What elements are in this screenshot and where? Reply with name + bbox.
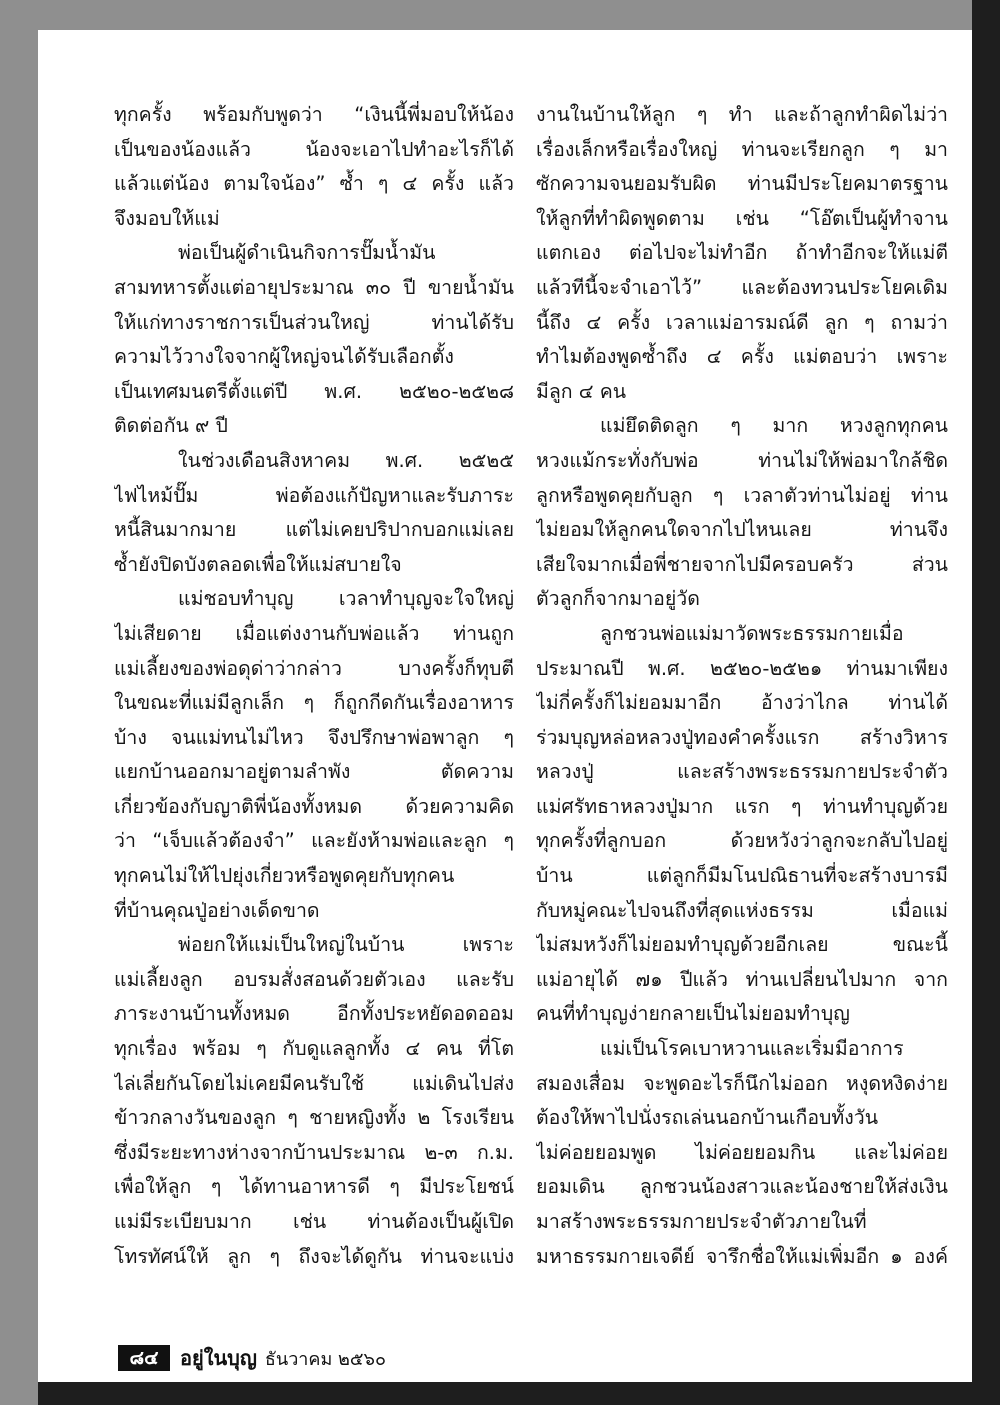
text-line: ไม่เสียดาย เมื่อแต่งงานกับพ่อแล้ว ท่านถูก [114,621,514,645]
text-line: ซักความจนยอมรับผิด ท่านมีประโยคมาตรฐาน [536,172,948,196]
text-line: สามทหารตั้งแต่อายุประมาณ ๓๐ ปี ขายน้ำมัน [114,275,514,299]
text-line: งานในบ้านให้ลูก ๆ ทำ และถ้าลูกทำผิดไม่ว่า [536,103,948,126]
text-line: หนี้สินมากมาย แต่ไม่เคยปริปากบอกแม่เลย [114,518,514,542]
text-line: เพื่อให้ลูก ๆ ได้ทานอาหารดี ๆ มีประโยชน์ [114,1175,514,1199]
text-line: ความไว้วางใจจากผู้ใหญ่จนได้รับเลือกตั้ง [114,345,454,369]
text-line: ลูกหรือพูดคุยกับลูก ๆ เวลาตัวท่านไม่อยู่ ท่าน [536,483,948,507]
magazine-page [38,30,972,1382]
text-line: สมองเสื่อม จะพูดอะไรก็นึกไม่ออก หงุดหงิดง่าย [536,1071,948,1095]
text-line: ซึ่งมีระยะทางห่างจากบ้านประมาณ ๒-๓ ก.ม. [114,1140,514,1164]
text-line: ลูกชวนพ่อแม่มาวัดพระธรรมกายเมื่อ [600,621,904,645]
text-line: ให้ลูกที่ทำผิดพูดตาม เช่น “โอ๊ตเป็นผู้ทำจาน [536,206,948,230]
text-line: บ้าง จนแม่ทนไม่ไหว จึงปรึกษาพ่อพาลูก ๆ [114,725,514,749]
text-line: เสียใจมากเมื่อพี่ชายจากไปมีครอบครัว ส่วน [536,552,948,576]
text-line: แตกเอง ต่อไปจะไม่ทำอีก ถ้าทำอีกจะให้แม่ตี [536,241,948,265]
text-line: เป็นของน้องแล้ว น้องจะเอาไปทำอะไรก็ได้ [114,137,514,161]
text-line: ทุกคนไม่ให้ไปยุ่งเกี่ยวหรือพูดคุยกับทุกคน [114,864,455,888]
text-line: พ่อเป็นผู้ดำเนินกิจการปั๊มน้ำมัน [178,241,436,265]
text-line: แม่อายุได้ ๗๑ ปีแล้ว ท่านเปลี่ยนไปมาก จาก [536,967,948,991]
text-line: ยอมเดิน ลูกชวนน้องสาวและน้องชายให้ส่งเงิน [536,1175,948,1199]
text-line: กับหมู่คณะไปจนถึงที่สุดแห่งธรรม เมื่อแม่ [536,898,948,922]
text-line: ตัวลูกก็จากมาอยู่วัด [536,587,700,611]
text-line: ที่บ้านคุณปู่อย่างเด็ดขาด [114,898,320,922]
text-line: ประมาณปี พ.ศ. ๒๕๒๐-๒๕๒๑ ท่านมาเพียง [536,656,948,680]
text-line: แล้วแต่น้อง ตามใจน้อง” ซ้ำ ๆ ๔ ครั้ง แล้ว [114,172,514,196]
text-line: บ้าน แต่ลูกก็มีมโนปณิธานที่จะสร้างบารมี [536,864,948,888]
right-text-column [536,98,948,1274]
text-line: เป็นเทศมนตรีตั้งแต่ปี พ.ศ. ๒๕๒๐-๒๕๒๘ [114,379,514,403]
text-line: ไฟไหม้ปั๊ม พ่อต้องแก้ปัญหาและรับภาระ [114,483,514,507]
text-line: ซ้ำยังปิดบังตลอดเพื่อให้แม่สบายใจ [114,552,402,576]
text-line: ทำไมต้องพูดซ้ำถึง ๔ ครั้ง แม่ตอบว่า เพราะ [536,345,948,369]
text-line: ไม่สมหวังก็ไม่ยอมทำบุญด้วยอีกเลย ขณะนี้ [536,933,948,957]
text-line: ไม่ค่อยยอมพูด ไม่ค่อยยอมกิน และไม่ค่อย [536,1140,948,1164]
text-line: แม่ยึดติดลูก ๆ มาก หวงลูกทุกคน [600,414,948,438]
text-line: แล้วทีนี้จะจำเอาไว้” และต้องทวนประโยคเดิม [536,275,948,299]
text-line: แม่เป็นโรคเบาหวานและเริ่มมีอาการ [600,1037,904,1061]
page-number: ๘๔ [118,1345,170,1371]
text-line: แม่ชอบทำบุญ เวลาทำบุญจะใจใหญ่ [178,587,514,611]
text-line: คนที่ทำบุญง่ายกลายเป็นไม่ยอมทำบุญ [536,1002,850,1026]
text-line: ไม่กี่ครั้งก็ไม่ยอมมาอีก อ้างว่าไกล ท่านได้ [536,691,948,715]
text-line: ในขณะที่แม่มีลูกเล็ก ๆ ก็ถูกกีดกันเรื่องอาหาร [114,691,514,715]
text-line: ร่วมบุญหล่อหลวงปู่ทองคำครั้งแรก สร้างวิหาร [536,725,948,749]
text-line: หลวงปู่ และสร้างพระธรรมกายประจำตัว [536,760,948,784]
text-line: แม่มีระเบียบมาก เช่น ท่านต้องเป็นผู้เปิด [114,1210,514,1233]
text-line: ไม่ยอมให้ลูกคนใดจากไปไหนเลย ท่านจึง [536,518,948,542]
left-border-bar [0,0,38,1405]
text-line: หวงแม้กระทั่งกับพ่อ ท่านไม่ให้พ่อมาใกล้ชิด [536,448,948,472]
text-line: แยกบ้านออกมาอยู่ตามลำพัง ตัดความ [114,760,514,784]
text-line: ติดต่อกัน ๙ ปี [114,414,228,438]
text-line: พ่อยกให้แม่เป็นใหญ่ในบ้าน เพราะ [178,933,514,957]
text-line: ทุกเรื่อง พร้อม ๆ กับดูแลลูกทั้ง ๔ คน ที่โต [114,1037,514,1061]
page-footer [118,1344,386,1372]
text-line: ในช่วงเดือนสิงหาคม พ.ศ. ๒๕๒๕ [178,448,514,472]
text-line: ให้แก่ทางราชการเป็นส่วนใหญ่ ท่านได้รับ [114,310,514,334]
text-line: มาสร้างพระธรรมกายประจำตัวภายในที่ [536,1210,867,1233]
text-line: จึงมอบให้แม่ [114,206,220,230]
issue-date: ธันวาคม ๒๕๖๐ [264,1348,386,1370]
text-line: มหาธรรมกายเจดีย์ จารึกชื่อให้แม่เพิ่มอีก ๑ องค์ [536,1244,948,1268]
text-line: แม่เลี้ยงของพ่อดุด่าว่ากล่าว บางครั้งก็ทุบตี [114,656,514,680]
text-line: ข้าวกลางวันของลูก ๆ ชายหญิงทั้ง ๒ โรงเรียน [114,1106,514,1130]
text-line: มีลูก ๔ คน [536,379,627,403]
text-line: เรื่องเล็กหรือเรื่องใหญ่ ท่านจะเรียกลูก ๆ มา [536,137,948,161]
text-line: ทุกครั้งที่ลูกบอก ด้วยหวังว่าลูกจะกลับไปอยู่ [536,829,948,853]
text-line: นี้ถึง ๔ ครั้ง เวลาแม่อารมณ์ดี ลูก ๆ ถามว่า [536,310,948,334]
text-line: โทรทัศน์ให้ ลูก ๆ ถึงจะได้ดูกัน ท่านจะแบ่ง [114,1244,514,1268]
text-line: เกี่ยวข้องกับญาติพี่น้องทั้งหมด ด้วยความคิด [114,794,514,818]
text-line: แม่เลี้ยงลูก อบรมสั่งสอนด้วยตัวเอง และรับ [114,967,514,991]
text-line: แม่ศรัทธาหลวงปู่มาก แรก ๆ ท่านทำบุญด้วย [536,794,948,818]
text-line: ไล่เลี่ยกันโดยไม่เคยมีคนรับใช้ แม่เดินไปส่ง [114,1071,514,1095]
text-line: ว่า “เจ็บแล้วต้องจำ” และยังห้ามพ่อและลูก ๆ [114,829,514,853]
text-line: ทุกครั้ง พร้อมกับพูดว่า “เงินนี้พี่มอบให้น้อง [114,103,514,126]
text-line: ต้องให้พาไปนั่งรถเล่นนอกบ้านเกือบทั้งวัน [536,1106,879,1130]
magazine-title: อยู่ในบุญ [180,1346,257,1370]
left-text-column [114,98,514,1274]
text-line: ภาระงานบ้านทั้งหมด อีกทั้งประหยัดอดออม [114,1002,514,1026]
